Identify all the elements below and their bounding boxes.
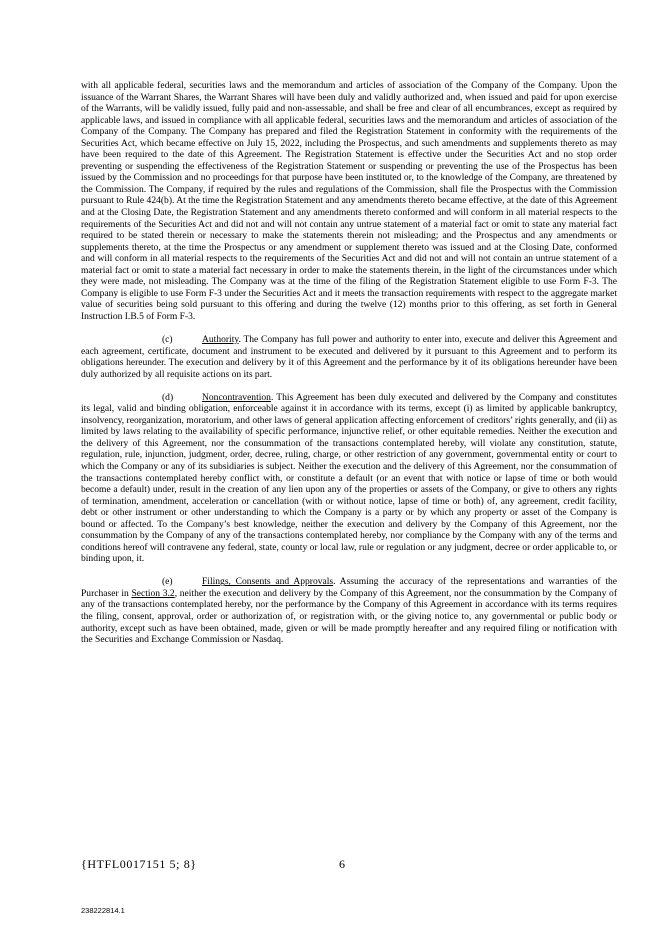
paragraph-intro: with all applicable federal, securities laws and the memorandum and articles of association of the Company of the Company. Upon the issuance of the Warrant Shares, the Warrant Shares will have been duly and validly authorized and, when issued and paid for upon exercise of the Warrants, will be validly issued, fully paid and non-assessable, and shall be free and clear of all encumbrances, except as required by applicable laws, and issued in compliance with all applicable federal, securities laws and the memorandum and articles of association of the Company of the Company. The Company has prepared and filed the Registration Statement in conformity with the requirements of the Securities Act, which became effective on July 15, 2022, including the Prospectus, and such amendments and supplements thereto as may have been required to the date of this Agreement. The Registration Statement is effective under the Securities Act and no stop order preventing or suspending the effectiveness of the Registration Statement or suspending or preventing the use of the Prospectus has been issued by the Commission and no proceedings for that purpose have been instituted or, to the knowledge of the Company, are threatened by the Commission. The Company, if required by the rules and regulations of the Commission, shall file the Prospectus with the Commission pursuant to Rule 424(b). At the time the Registration Statement and any amendments thereto became effective, at the date of this Agreement and at the Closing Date, the Registration Statement and any amendments thereto conformed and will conform in all material respects to the requirements of the Securities Act and did not and will not contain any untrue statement of a material fact or omit to state any material fact required to be stated therein or necessary to make the statements therein not misleading; and the Prospectus and any amendments or supplements thereto, at the time the Prospectus or any amendment or supplement thereto was issued and at the Closing Date, conformed and will conform in all material respects to the requirements of the Securities Act and did not and will not contain an untrue statement of a material fact or omit to state a material fact necessary in order to make the statements therein, in the light of the circumstances under which they were made, not misleading. The Company was at the time of the filing of the Registration Statement eligible to use Form F-3. The Company is eligible to use Form F-3 under the Securities Act and it meets the transaction requirements with respect to the aggregate market value of securities being sold pursuant to this offering and during the twelve (12) months prior to this offering, as set forth in General Instruction I.B.5 of Form F-3. <box>81 80 617 322</box>
section-number: (e) <box>162 576 173 588</box>
section-heading: Filings, Consents and Approvals <box>202 576 334 588</box>
section-d <box>81 392 617 565</box>
footer-document-code: {HTFL0017151 5; 8} <box>81 857 197 871</box>
section-reference-link: Section 3.2 <box>131 587 175 599</box>
section-c <box>81 334 617 380</box>
section-text-continued: , neither the execution and delivery by the Company of this Agreement, nor the consummation by the Company of any of the transactions contemplated hereby, nor the performance by the Company of this Agreement in accordance with its terms requires the filing, consent, approval, order or authorization of, or registration with, or the giving notice to, any governmental or public body or authority, except such as have been obtained, made, given or will be made promptly hereafter and any required filing or notification with the Securities and Exchange Commission or Nasdaq. <box>81 587 617 646</box>
section-e <box>81 576 617 645</box>
section-text: . The Company has full power and authority to enter into, execute and deliver this Agreement and each agreement, certificate, document and instrument to be executed and delivered by it pursuant to this Agreement and to perform its obligations hereunder. The execution and delivery by it of this Agreement and the performance by it of its obligations hereunder have been duly authorized by all requisite actions on its part. <box>81 333 617 380</box>
section-text: . Assuming the accuracy of the representations and warranties of the Purchaser in <box>81 576 617 599</box>
section-heading: Authority <box>202 333 239 345</box>
page-number: 6 <box>339 857 345 871</box>
document-id: 238222814.1 <box>81 906 125 915</box>
section-text: . This Agreement has been duly executed and delivered by the Company and constitutes its legal, valid and binding obligation, enforceable against it in accordance with its terms, except (i) as limited by applicable bankruptcy, insolvency, reorganization, moratorium, and other laws of general application affecting enforcement of creditors’ rights generally, and (ii) as limited by laws relating to the availability of specific performance, injunctive relief, or other equitable remedies. Neither the execution and the delivery of this Agreement, nor the consummation of the transactions contemplated hereby, will violate any constitution, statute, regulation, rule, injunction, judgment, order, decree, ruling, charge, or other restriction of any government, governmental entity or court to which the Company or any of its subsidiaries is subject. Neither the execution and the delivery of this Agreement, nor the consummation of the transactions contemplated hereby conflict with, or constitute a default (or an event that with notice or lapse of time or both would become a default) under, result in the creation of any lien upon any of the properties or assets of the Company, or give to others any rights of termination, amendment, acceleration or cancellation (with or without notice, lapse of time or both) of, any agreement, credit facility, debt or other instrument or other understanding to which the Company is a party or by which any property or asset of the Company is bound or affected. To the Company’s best knowledge, neither the execution and delivery by the Company of this Agreement, nor the consummation by the Company of any of the transactions contemplated hereby, nor compliance by the Company with any of the terms and conditions hereof will contravene any federal, state, county or local law, rule or regulation or any judgment, decree or order applicable to, or binding upon, it. <box>81 391 617 565</box>
section-heading: Noncontravention <box>202 391 271 403</box>
document-body <box>81 80 617 657</box>
section-number: (c) <box>162 333 173 345</box>
section-number: (d) <box>162 391 174 403</box>
